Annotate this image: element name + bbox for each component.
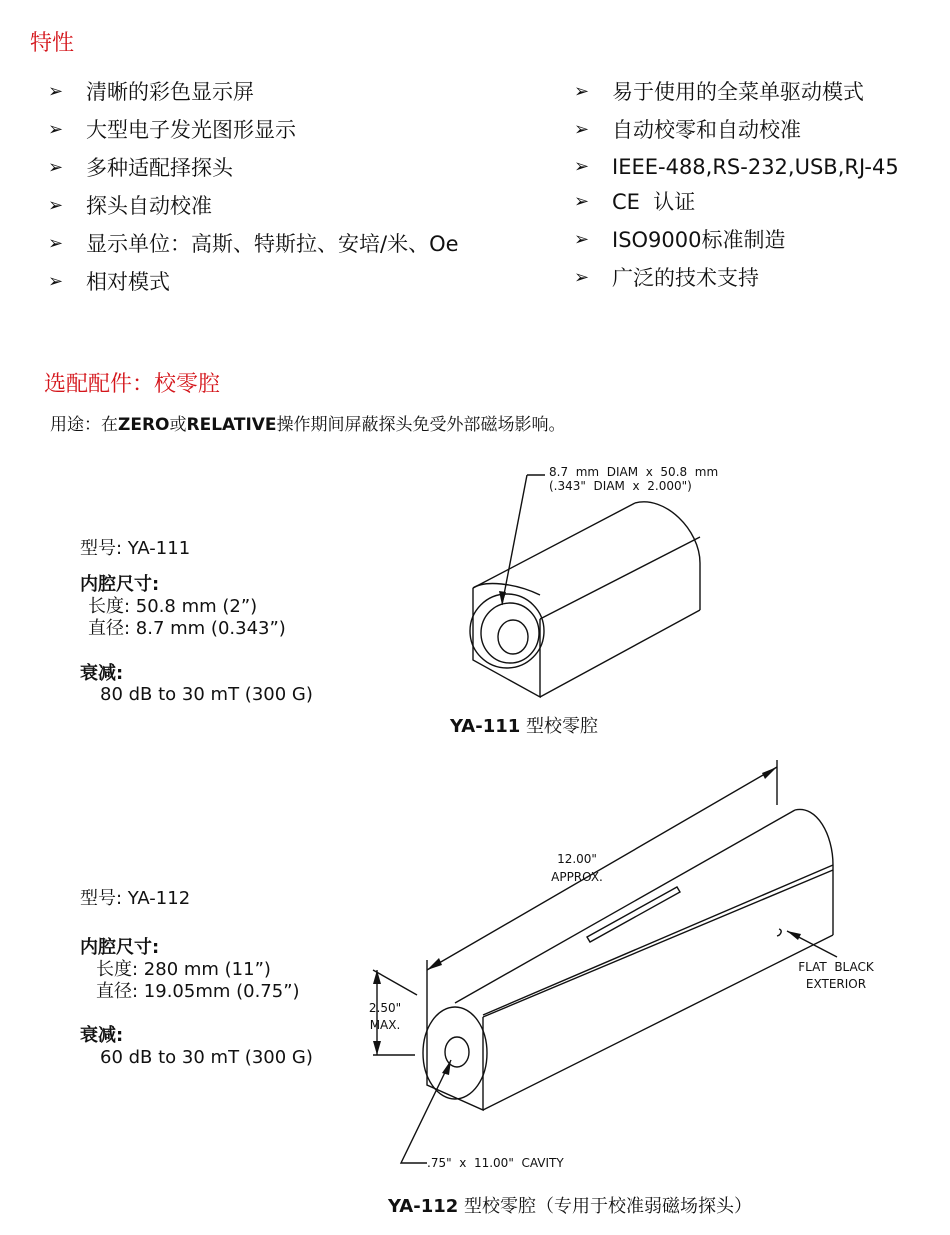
bullet-arrow-icon: ➢ [574,267,590,288]
ya112-length-dimension [427,767,777,970]
list-item: ➢ CE 认证 [574,190,696,214]
bullet-arrow-icon: ➢ [574,229,590,250]
ya111-cavity-hole [498,620,528,654]
ya112-cavity-label: .75" x 11.00" CAVITY [427,1156,564,1170]
bullet-arrow-icon: ➢ [48,233,64,254]
ya112-attenuation-title: 衰减: [80,1025,124,1046]
ya111-back-end [635,502,700,610]
ya111-label-1: 8.7 mm DIAM x 50.8 mm [549,465,719,479]
ya112-attenuation: 60 dB to 30 mT (300 G) [100,1047,313,1068]
ya112-caption: YA-112 型校零腔（专用于校准弱磁场探头） [388,1196,753,1217]
ya112-exterior-2: EXTERIOR [805,977,867,991]
ya112-cavity-hole [445,1037,469,1067]
ya111-caption: YA-111 型校零腔 [450,716,599,737]
bullet-arrow-icon: ➢ [574,156,590,177]
ya112-cavity-title: 内腔尺寸: [80,937,160,958]
list-item: ➢ ISO9000标准制造 [574,228,786,252]
ya112-dim-length-1: 12.00" [557,852,597,866]
ya112-dim-length-2: APPROX. [551,870,603,884]
ya112-outer-ring [423,1007,487,1099]
bullet-arrow-icon: ➢ [574,119,590,140]
list-item: ➢ IEEE-488,RS-232,USB,RJ-45 [574,155,899,179]
accessory-title: 选配配件：校零腔 [44,372,221,397]
ya111-attenuation: 80 dB to 30 mT (300 G) [100,684,313,705]
list-item: ➢ 显示单位：高斯、特斯拉、安培/米、Oe [48,232,459,256]
ya111-model: 型号: YA-111 [80,538,191,559]
dimension-arrow-icon [762,767,777,779]
bullet-arrow-icon: ➢ [48,195,64,216]
ya112-length: 长度: 280 mm (11”) [96,959,271,980]
list-item: ➢ 大型电子发光图形显示 [48,118,296,142]
ya112-model: 型号: YA-112 [80,888,191,909]
list-item: ➢ 多种适配择探头 [48,156,233,180]
ya111-attenuation-title: 衰减: [80,663,124,684]
ya111-label-2: (.343" DIAM x 2.000") [549,479,692,493]
ya111-drawing [455,455,755,705]
ya112-dim-height-2: MAX. [369,1018,401,1032]
dimension-arrow-icon [373,1041,381,1055]
list-item: ➢ 相对模式 [48,270,170,294]
ya112-top-slot [587,887,680,942]
accessory-usage: 用途：在ZERO或RELATIVE操作期间屏蔽探头免受外部磁场影响。 [50,415,566,435]
features-title: 特性 [30,31,75,56]
list-item: ➢ 清晰的彩色显示屏 [48,80,254,104]
dimension-arrow-icon [373,970,381,984]
ya112-cavity-leader [401,1060,451,1163]
ya112-exterior-1: FLAT BLACK [798,960,874,974]
ya112-bottom-edge [483,935,833,1110]
ya111-top-edge [473,503,635,588]
bullet-arrow-icon: ➢ [48,81,64,102]
leader-arrow-icon [787,931,801,940]
list-item: ➢ 自动校零和自动校准 [574,118,801,142]
leader-arrow-icon [442,1060,451,1075]
ya111-cavity-title: 内腔尺寸: [80,574,160,595]
bullet-arrow-icon: ➢ [574,191,590,212]
ya112-diameter: 直径: 19.05mm (0.75”) [96,981,300,1002]
bullet-arrow-icon: ➢ [574,81,590,102]
ya112-front-face [427,1003,483,1110]
ya112-drawing [355,755,895,1175]
dimension-arrow-icon [427,958,442,970]
ya111-diameter: 直径: 8.7 mm (0.343”) [88,618,286,639]
ya111-length: 长度: 50.8 mm (2”) [88,596,258,617]
bullet-arrow-icon: ➢ [48,157,64,178]
bullet-arrow-icon: ➢ [48,271,64,292]
ya112-dim-height-1: 2.50" [368,1001,402,1015]
list-item: ➢ 易于使用的全菜单驱动模式 [574,80,864,104]
list-item: ➢ 探头自动校准 [48,194,212,218]
list-item: ➢ 广泛的技术支持 [574,266,759,290]
ya112-top-edge [455,810,795,1003]
bullet-arrow-icon: ➢ [48,119,64,140]
